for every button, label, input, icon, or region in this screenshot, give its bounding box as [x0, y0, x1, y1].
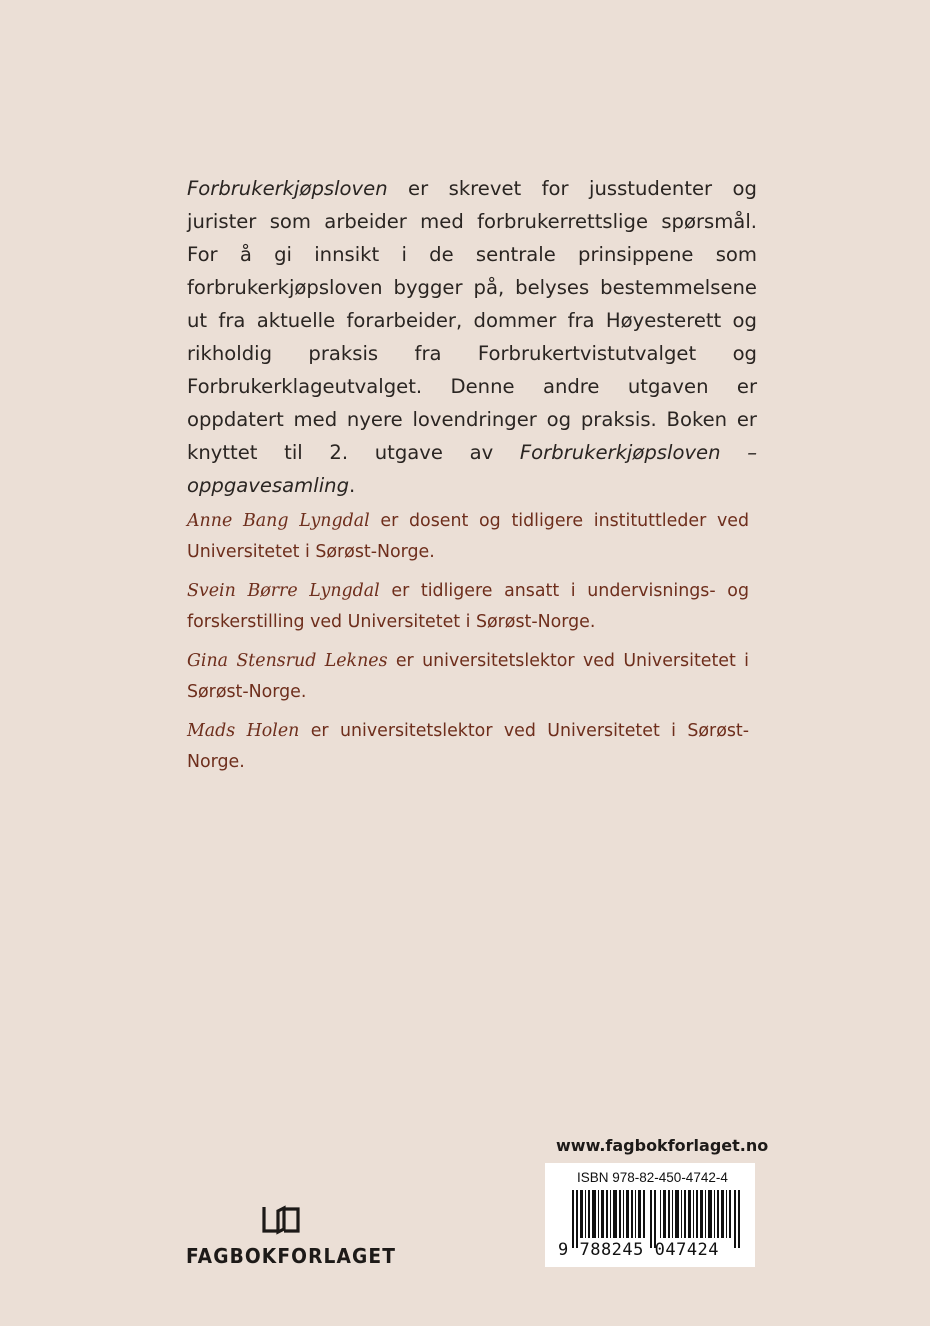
- blurb-text: er skrevet for jusstudenter og jurister som arbeider med forbrukerrettslige spørsmål. For å gi innsikt i de sentrale prinsippene som forbrukerkjøpsloven bygger på, belyses bestemmelsene ut fra aktuelle forarbeider, dommer fra Høyesterett og rikholdig praksis fra Forbrukertvistutvalget og Forbrukerklageutvalget. Denne andre utgaven er oppdatert med nyere lovendringer og praksis. Boken er knyttet til 2. utgave av: [187, 177, 757, 464]
- isbn-label: ISBN 978-82-450-4742-4: [577, 1170, 728, 1185]
- author-name: Mads Holen: [187, 721, 300, 741]
- author-bio-text: er tidligere ansatt i undervisnings- og forskerstilling ved Universitetet i Sørøst-Norge.: [187, 581, 749, 632]
- publisher-logo-text: FAGBOKFORLAGET: [186, 1244, 397, 1268]
- author-name: Gina Stensrud Leknes: [187, 651, 388, 671]
- author-bio: [187, 646, 749, 707]
- author-bios: [187, 506, 749, 786]
- blurb-paragraph: [187, 172, 757, 502]
- blurb-end: .: [349, 474, 356, 497]
- author-bio-text: er universitetslektor ved Universitetet i Sørøst-Norge.: [187, 721, 749, 772]
- author-bio-text: er universitetslektor ved Universitetet i Sørøst-Norge.: [187, 651, 749, 702]
- author-name: Svein Børre Lyngdal: [187, 581, 380, 601]
- related-book-title: Forbrukerkjøpsloven – oppgavesamling: [187, 441, 757, 497]
- author-bio: [187, 716, 749, 777]
- author-bio: [187, 506, 749, 567]
- back-cover-blurb: [187, 172, 757, 502]
- publisher-website: www.fagbokforlaget.no: [556, 1136, 769, 1155]
- barcode-digits: 9 788245 047424: [558, 1240, 720, 1260]
- open-book-icon: [260, 1205, 302, 1235]
- author-bio-text: er dosent og tidligere instituttleder ved Universitetet i Sørøst-Norge.: [187, 511, 749, 562]
- author-name: Anne Bang Lyngdal: [187, 511, 370, 531]
- book-title: Forbrukerkjøpsloven: [187, 177, 388, 200]
- author-bio: [187, 576, 749, 637]
